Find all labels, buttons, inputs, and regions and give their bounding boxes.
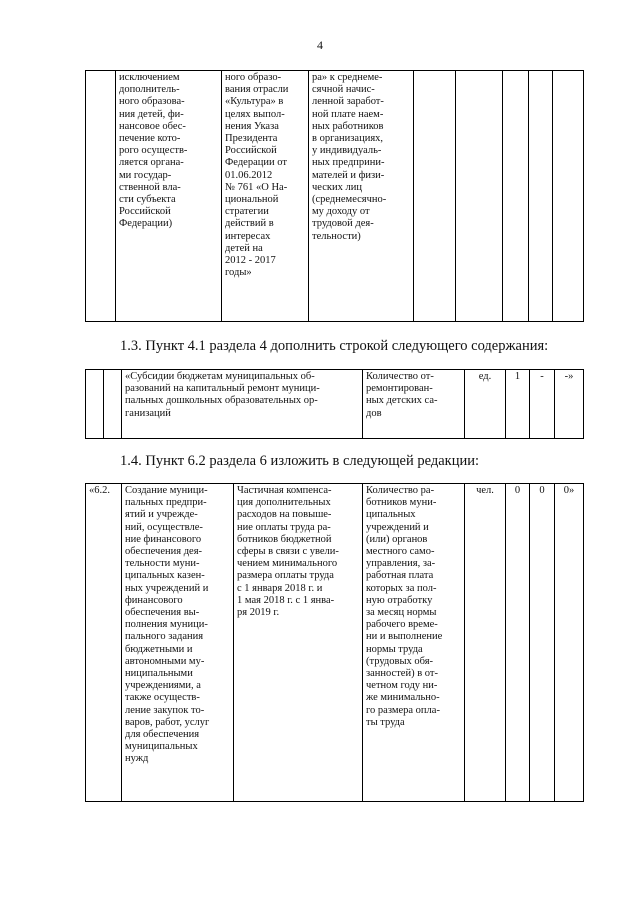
- table-cell-empty: [86, 370, 104, 439]
- table-cell-indicator: ра» к среднеме- сячной начис- ленной заработ- ной плате наем- ных работников в организациях, у индивидуаль- ных предприни- мателей и физи- ческих лиц (среднемесячно- му доходу от трудовой дея- тельности): [309, 71, 414, 322]
- table-cell-value-2: 0: [530, 484, 555, 802]
- table-cell-value-1: 0: [506, 484, 530, 802]
- table-cell-unit: [414, 71, 456, 322]
- table-cell-purpose: Частичная компенса- ция дополнительных расходов на повыше- ние оплаты труда ра- ботников бюджетной сферы в связи с увели- чением минимального размера оплаты труда с 1 января 2018 г. и 1 мая 2018 г. с 1 янва- ря 2019 г.: [234, 484, 363, 802]
- table-cell-number: «6.2.: [86, 484, 122, 802]
- table-cell-empty: [456, 71, 503, 322]
- table-cell-value-3: 0»: [555, 484, 584, 802]
- table-cell-purpose: ного образо- вания отрасли «Культура» в целях выпол- нения Указа Президента Российской Федерации от 01.06.2012 № 761 «О На- циональной стратегии действий в интересах детей на 2012 - 2017 годы»: [222, 71, 309, 322]
- table-cell-empty: [104, 370, 122, 439]
- table-added-row: [85, 369, 584, 439]
- table-cell-value-2: [529, 71, 553, 322]
- page-number: 4: [317, 38, 323, 52]
- table-cell-description: «Субсидии бюджетам муниципальных об- разований на капитальный ремонт муници- пальных дошкольных образовательных ор- ганизаций: [122, 370, 363, 439]
- table-cell-value-2: -: [530, 370, 555, 439]
- table-cell-task: Создание муници- пальных предпри- ятий и учрежде- ний, осуществле- ние финансового обеспечения дея- тельности муни- ципальных казен- ных учреждений и финансового обеспечения вы- полнения муници- пального задания бюджетными и автономными му- ниципальными учреждениями, а также осуществ- ление закупок то- варов, работ, услуг для обеспечения муниципальных нужд: [122, 484, 234, 802]
- table-cell-unit: ед.: [465, 370, 506, 439]
- table-cell-task: исключением дополнитель- ного образова- ния детей, фи- нансовое обес- печение кото- рого осуществ- ляется органа- ми государ- ственной вла- сти субъекта Российской Федерации): [116, 71, 222, 322]
- table-cell-value-1: [503, 71, 529, 322]
- table-cell-value-1: 1: [506, 370, 530, 439]
- table-cell-indicator: Количество ра- ботников муни- ципальных учреждений и (или) органов местного само- управления, за- работная плата которых за пол- ную отработку за месяц нормы рабочего време- ни и выполнение нормы труда (трудовых обя- занностей) в от- четном году ни- же минимально- го размера опла- ты труда: [363, 484, 465, 802]
- table-cell-value-3: [553, 71, 584, 322]
- section-heading-1-3: 1.3. Пункт 4.1 раздела 4 дополнить строкой следующего содержания:: [120, 338, 549, 354]
- table-cell-number: [86, 71, 116, 322]
- table-cell-unit: чел.: [465, 484, 506, 802]
- section-heading-1-4: 1.4. Пункт 6.2 раздела 6 изложить в следующей редакции:: [120, 453, 480, 469]
- table-cell-indicator: Количество от- ремонтирован- ных детских са- дов: [363, 370, 465, 439]
- table-continuation: [85, 70, 584, 322]
- table-point-6-2: [85, 483, 584, 802]
- table-cell-value-3: -»: [555, 370, 584, 439]
